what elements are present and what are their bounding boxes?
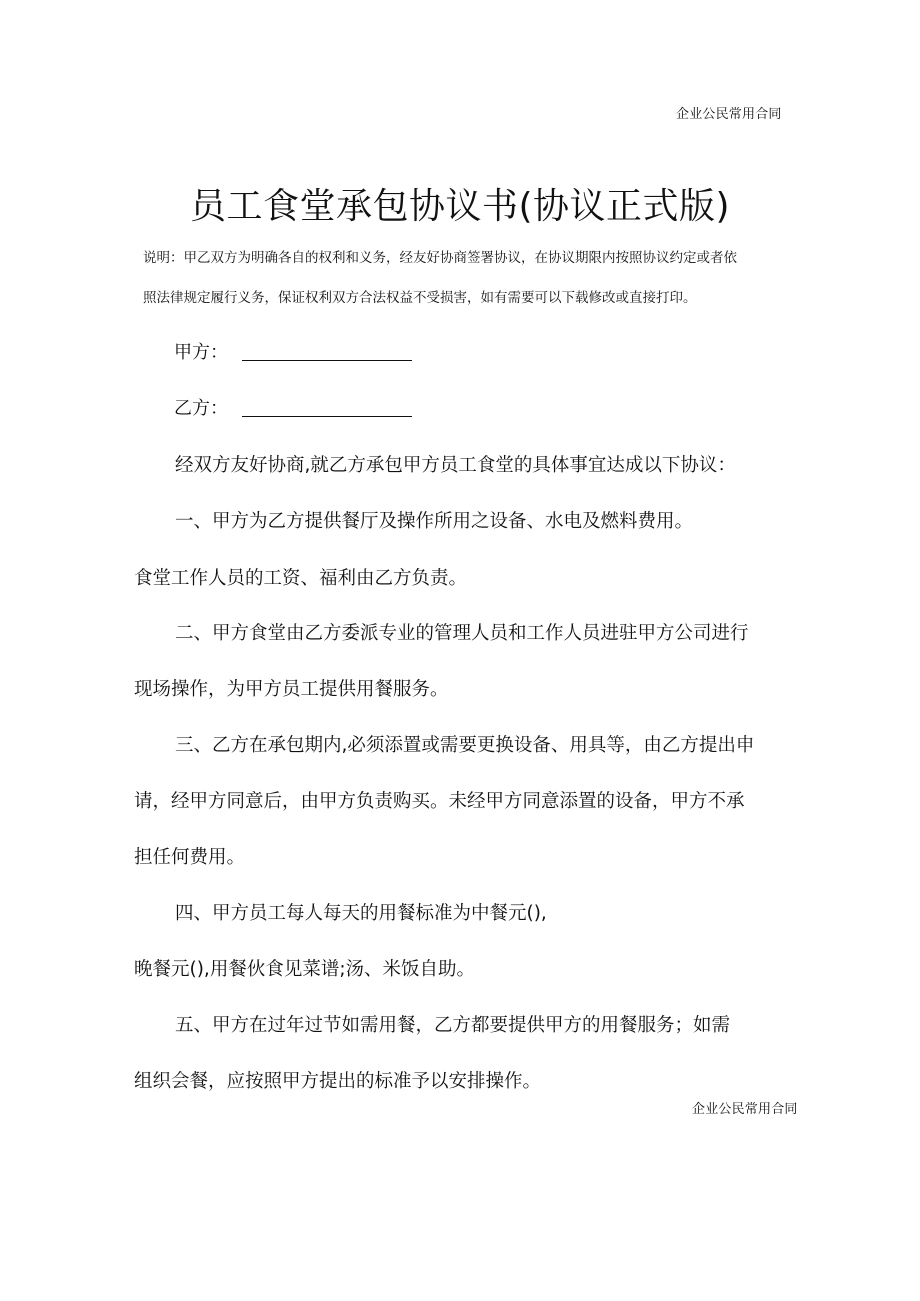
header-note: 企业公民常用合同 (676, 107, 782, 122)
party-b-label: 乙方： (174, 398, 228, 419)
party-a-blank-line (242, 360, 412, 361)
party-a-label: 甲方： (174, 342, 228, 363)
description-line-2: 照法律规定履行义务，保证权利双方合法权益不受损害，如有需要可以下载修改或直接打印。 (143, 290, 697, 306)
page-title: 员工食堂承包协议书(协议正式版) (189, 186, 731, 227)
clause-5-line-2: 组织会餐，应按照甲方提出的标准予以安排操作。 (134, 1071, 542, 1092)
clause-1-line-2: 食堂工作人员的工资、福利由乙方负责。 (134, 568, 468, 589)
clause-3-line-1: 三、乙方在承包期内,必须添置或需要更换设备、用具等，由乙方提出申 (175, 735, 755, 756)
clause-1-line-1: 一、甲方为乙方提供餐厅及操作所用之设备、水电及燃料费用。 (175, 511, 694, 532)
clause-4-line-1: 四、甲方员工每人每天的用餐标准为中餐元(), (175, 903, 547, 924)
clause-3-line-2: 请，经甲方同意后，由甲方负责购买。未经甲方同意添置的设备，甲方不承 (134, 791, 745, 812)
clause-5-line-1: 五、甲方在过年过节如需用餐，乙方都要提供甲方的用餐服务；如需 (175, 1015, 731, 1036)
footer-note: 企业公民常用合同 (692, 1102, 798, 1117)
clause-2-line-2: 现场操作，为甲方员工提供用餐服务。 (134, 679, 449, 700)
clause-2-line-1: 二、甲方食堂由乙方委派专业的管理人员和工作人员进驻甲方公司进行 (175, 623, 749, 644)
intro-paragraph: 经双方友好协商,就乙方承包甲方员工食堂的具体事宜达成以下协议： (175, 455, 736, 476)
party-b-blank-line (242, 416, 412, 417)
clause-4-line-2: 晚餐元(),用餐伙食见菜谱;汤、米饭自助。 (134, 959, 476, 980)
description-line-1: 说明：甲乙双方为明确各自的权利和义务，经友好协商签署协议，在协议期限内按照协议约定或者依 (143, 250, 737, 266)
clause-3-line-3: 担任何费用。 (134, 847, 246, 868)
